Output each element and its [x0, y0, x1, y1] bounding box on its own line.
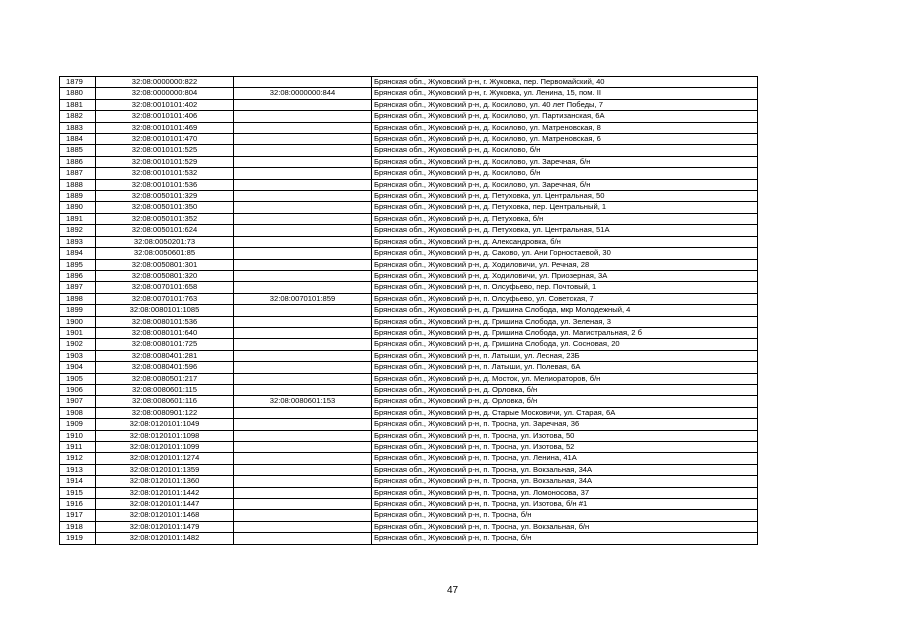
related-cadastral-number-cell: 32:08:0000000:844 — [234, 88, 372, 99]
address-cell: Брянская обл., Жуковский р-н, п. Олсуфьево, пер. Почтовый, 1 — [372, 282, 758, 293]
table-row — [60, 191, 758, 202]
related-cadastral-number-cell — [234, 362, 372, 373]
table-row — [60, 88, 758, 99]
cadastral-number-cell: 32:08:0070101:658 — [96, 282, 234, 293]
row-number-cell: 1910 — [60, 430, 96, 441]
table-row — [60, 373, 758, 384]
related-cadastral-number-cell — [234, 179, 372, 190]
table-row — [60, 453, 758, 464]
related-cadastral-number-cell — [234, 499, 372, 510]
cadastral-number-cell: 32:08:0080401:596 — [96, 362, 234, 373]
related-cadastral-number-cell — [234, 111, 372, 122]
table-row — [60, 236, 758, 247]
related-cadastral-number-cell — [234, 487, 372, 498]
related-cadastral-number-cell — [234, 236, 372, 247]
related-cadastral-number-cell — [234, 533, 372, 544]
cadastral-number-cell: 32:08:0080601:115 — [96, 384, 234, 395]
row-number-cell: 1883 — [60, 122, 96, 133]
row-number-cell: 1890 — [60, 202, 96, 213]
cadastral-number-cell: 32:08:0120101:1274 — [96, 453, 234, 464]
cadastral-number-cell: 32:08:0050101:352 — [96, 213, 234, 224]
address-cell: Брянская обл., Жуковский р-н, д. Орловка, б/н — [372, 384, 758, 395]
related-cadastral-number-cell — [234, 510, 372, 521]
table-row — [60, 156, 758, 167]
address-cell: Брянская обл., Жуковский р-н, д. Александровка, б/н — [372, 236, 758, 247]
table-row — [60, 259, 758, 270]
address-cell: Брянская обл., Жуковский р-н, д. Косилово, ул. Партизанская, 6А — [372, 111, 758, 122]
related-cadastral-number-cell — [234, 327, 372, 338]
cadastral-number-cell: 32:08:0080501:217 — [96, 373, 234, 384]
related-cadastral-number-cell — [234, 384, 372, 395]
row-number-cell: 1885 — [60, 145, 96, 156]
address-cell: Брянская обл., Жуковский р-н, п. Тросна, ул. Изотова, 52 — [372, 442, 758, 453]
table-row — [60, 293, 758, 304]
related-cadastral-number-cell — [234, 339, 372, 350]
table-row — [60, 396, 758, 407]
related-cadastral-number-cell — [234, 99, 372, 110]
cadastral-number-cell: 32:08:0050101:624 — [96, 225, 234, 236]
cadastral-number-cell: 32:08:0120101:1482 — [96, 533, 234, 544]
row-number-cell: 1907 — [60, 396, 96, 407]
table-row — [60, 111, 758, 122]
related-cadastral-number-cell — [234, 453, 372, 464]
related-cadastral-number-cell — [234, 122, 372, 133]
table-row — [60, 305, 758, 316]
related-cadastral-number-cell — [234, 168, 372, 179]
row-number-cell: 1895 — [60, 259, 96, 270]
row-number-cell: 1914 — [60, 476, 96, 487]
related-cadastral-number-cell — [234, 305, 372, 316]
address-cell: Брянская обл., Жуковский р-н, д. Гришина Слобода, ул. Магистральная, 2 б — [372, 327, 758, 338]
registry-table — [59, 76, 758, 545]
cadastral-number-cell: 32:08:0080601:116 — [96, 396, 234, 407]
related-cadastral-number-cell — [234, 407, 372, 418]
address-cell: Брянская обл., Жуковский р-н, д. Косилово, ул. 40 лет Победы, 7 — [372, 99, 758, 110]
table-row — [60, 282, 758, 293]
cadastral-number-cell: 32:08:0010101:469 — [96, 122, 234, 133]
related-cadastral-number-cell — [234, 225, 372, 236]
address-cell: Брянская обл., Жуковский р-н, д. Косилово, ул. Матреновская, 6 — [372, 134, 758, 145]
address-cell: Брянская обл., Жуковский р-н, д. Старые Московичи, ул. Старая, 6А — [372, 407, 758, 418]
cadastral-number-cell: 32:08:0010101:406 — [96, 111, 234, 122]
related-cadastral-number-cell — [234, 145, 372, 156]
related-cadastral-number-cell — [234, 476, 372, 487]
row-number-cell: 1880 — [60, 88, 96, 99]
table-row — [60, 419, 758, 430]
address-cell: Брянская обл., Жуковский р-н, д. Косилово, ул. Заречная, б/н — [372, 156, 758, 167]
cadastral-number-cell: 32:08:0050201:73 — [96, 236, 234, 247]
row-number-cell: 1899 — [60, 305, 96, 316]
table-row — [60, 464, 758, 475]
address-cell: Брянская обл., Жуковский р-н, п. Тросна, ул. Заречная, 36 — [372, 419, 758, 430]
cadastral-number-cell: 32:08:0080901:122 — [96, 407, 234, 418]
address-cell: Брянская обл., Жуковский р-н, п. Тросна, ул. Вокзальная, 34А — [372, 464, 758, 475]
row-number-cell: 1884 — [60, 134, 96, 145]
cadastral-number-cell: 32:08:0010101:402 — [96, 99, 234, 110]
table-row — [60, 533, 758, 544]
row-number-cell: 1919 — [60, 533, 96, 544]
cadastral-number-cell: 32:08:0070101:763 — [96, 293, 234, 304]
table-row — [60, 442, 758, 453]
related-cadastral-number-cell: 32:08:0070101:859 — [234, 293, 372, 304]
row-number-cell: 1913 — [60, 464, 96, 475]
row-number-cell: 1887 — [60, 168, 96, 179]
row-number-cell: 1892 — [60, 225, 96, 236]
address-cell: Брянская обл., Жуковский р-н, д. Косилово, ул. Матреновская, 8 — [372, 122, 758, 133]
cadastral-number-cell: 32:08:0080101:536 — [96, 316, 234, 327]
address-cell: Брянская обл., Жуковский р-н, д. Косилово, б/н — [372, 168, 758, 179]
table-row — [60, 270, 758, 281]
table-row — [60, 384, 758, 395]
table-row — [60, 407, 758, 418]
row-number-cell: 1902 — [60, 339, 96, 350]
address-cell: Брянская обл., Жуковский р-н, д. Ходиловичи, ул. Речная, 28 — [372, 259, 758, 270]
related-cadastral-number-cell — [234, 270, 372, 281]
table-row — [60, 122, 758, 133]
address-cell: Брянская обл., Жуковский р-н, п. Тросна, б/н — [372, 510, 758, 521]
row-number-cell: 1901 — [60, 327, 96, 338]
table-row — [60, 248, 758, 259]
related-cadastral-number-cell — [234, 316, 372, 327]
table-row — [60, 510, 758, 521]
table-row — [60, 362, 758, 373]
cadastral-number-cell: 32:08:0050101:350 — [96, 202, 234, 213]
table-row — [60, 179, 758, 190]
row-number-cell: 1905 — [60, 373, 96, 384]
address-cell: Брянская обл., Жуковский р-н, п. Латыши, ул. Полевая, 6А — [372, 362, 758, 373]
row-number-cell: 1898 — [60, 293, 96, 304]
address-cell: Брянская обл., Жуковский р-н, п. Тросна, ул. Изотова, 50 — [372, 430, 758, 441]
related-cadastral-number-cell — [234, 442, 372, 453]
table-row — [60, 521, 758, 532]
address-cell: Брянская обл., Жуковский р-н, д. Петуховка, пер. Центральный, 1 — [372, 202, 758, 213]
table-row — [60, 487, 758, 498]
table-row — [60, 202, 758, 213]
address-cell: Брянская обл., Жуковский р-н, д. Мосток, ул. Мелиораторов, б/н — [372, 373, 758, 384]
row-number-cell: 1906 — [60, 384, 96, 395]
table-row — [60, 134, 758, 145]
address-cell: Брянская обл., Жуковский р-н, д. Ходиловичи, ул. Приозерная, 3А — [372, 270, 758, 281]
address-cell: Брянская обл., Жуковский р-н, п. Тросна, б/н — [372, 533, 758, 544]
row-number-cell: 1917 — [60, 510, 96, 521]
address-cell: Брянская обл., Жуковский р-н, п. Латыши, ул. Лесная, 23Б — [372, 350, 758, 361]
cadastral-number-cell: 32:08:0050601:85 — [96, 248, 234, 259]
address-cell: Брянская обл., Жуковский р-н, г. Жуковка, ул. Ленина, 15, пом. II — [372, 88, 758, 99]
row-number-cell: 1896 — [60, 270, 96, 281]
related-cadastral-number-cell: 32:08:0080601:153 — [234, 396, 372, 407]
address-cell: Брянская обл., Жуковский р-н, д. Гришина Слобода, ул. Сосновая, 20 — [372, 339, 758, 350]
related-cadastral-number-cell — [234, 282, 372, 293]
cadastral-number-cell: 32:08:0120101:1479 — [96, 521, 234, 532]
related-cadastral-number-cell — [234, 464, 372, 475]
cadastral-number-cell: 32:08:0010101:525 — [96, 145, 234, 156]
address-cell: Брянская обл., Жуковский р-н, д. Саково, ул. Ани Горностаевой, 30 — [372, 248, 758, 259]
cadastral-number-cell: 32:08:0080101:640 — [96, 327, 234, 338]
table-row — [60, 476, 758, 487]
address-cell: Брянская обл., Жуковский р-н, д. Петуховка, б/н — [372, 213, 758, 224]
cadastral-number-cell: 32:08:0050801:301 — [96, 259, 234, 270]
table-row — [60, 339, 758, 350]
cadastral-number-cell: 32:08:0120101:1360 — [96, 476, 234, 487]
cadastral-number-cell: 32:08:0120101:1099 — [96, 442, 234, 453]
row-number-cell: 1908 — [60, 407, 96, 418]
row-number-cell: 1879 — [60, 77, 96, 88]
address-cell: Брянская обл., Жуковский р-н, г. Жуковка, пер. Первомайский, 40 — [372, 77, 758, 88]
table-row — [60, 327, 758, 338]
address-cell: Брянская обл., Жуковский р-н, п. Олсуфьево, ул. Советская, 7 — [372, 293, 758, 304]
row-number-cell: 1891 — [60, 213, 96, 224]
cadastral-number-cell: 32:08:0080401:281 — [96, 350, 234, 361]
address-cell: Брянская обл., Жуковский р-н, д. Орловка, б/н — [372, 396, 758, 407]
address-cell: Брянская обл., Жуковский р-н, п. Тросна, ул. Ломоносова, 37 — [372, 487, 758, 498]
cadastral-number-cell: 32:08:0010101:470 — [96, 134, 234, 145]
row-number-cell: 1912 — [60, 453, 96, 464]
row-number-cell: 1893 — [60, 236, 96, 247]
row-number-cell: 1889 — [60, 191, 96, 202]
table-row — [60, 213, 758, 224]
address-cell: Брянская обл., Жуковский р-н, д. Косилово, ул. Заречная, б/н — [372, 179, 758, 190]
related-cadastral-number-cell — [234, 77, 372, 88]
address-cell: Брянская обл., Жуковский р-н, д. Петуховка, ул. Центральная, 51А — [372, 225, 758, 236]
cadastral-number-cell: 32:08:0120101:1098 — [96, 430, 234, 441]
related-cadastral-number-cell — [234, 202, 372, 213]
page-number: 47 — [446, 585, 459, 596]
address-cell: Брянская обл., Жуковский р-н, п. Тросна, ул. Вокзальная, 34А — [372, 476, 758, 487]
row-number-cell: 1916 — [60, 499, 96, 510]
table-row — [60, 430, 758, 441]
row-number-cell: 1886 — [60, 156, 96, 167]
registry-table-body — [60, 77, 758, 545]
related-cadastral-number-cell — [234, 430, 372, 441]
row-number-cell: 1894 — [60, 248, 96, 259]
address-cell: Брянская обл., Жуковский р-н, д. Косилово, б/н — [372, 145, 758, 156]
table-row — [60, 225, 758, 236]
cadastral-number-cell: 32:08:0010101:529 — [96, 156, 234, 167]
row-number-cell: 1904 — [60, 362, 96, 373]
cadastral-number-cell: 32:08:0080101:725 — [96, 339, 234, 350]
cadastral-number-cell: 32:08:0120101:1442 — [96, 487, 234, 498]
cadastral-number-cell: 32:08:0120101:1468 — [96, 510, 234, 521]
row-number-cell: 1888 — [60, 179, 96, 190]
row-number-cell: 1918 — [60, 521, 96, 532]
related-cadastral-number-cell — [234, 191, 372, 202]
related-cadastral-number-cell — [234, 373, 372, 384]
related-cadastral-number-cell — [234, 419, 372, 430]
table-row — [60, 99, 758, 110]
cadastral-number-cell: 32:08:0120101:1359 — [96, 464, 234, 475]
cadastral-number-cell: 32:08:0010101:532 — [96, 168, 234, 179]
address-cell: Брянская обл., Жуковский р-н, п. Тросна, ул. Изотова, б/н #1 — [372, 499, 758, 510]
cadastral-number-cell: 32:08:0000000:822 — [96, 77, 234, 88]
row-number-cell: 1881 — [60, 99, 96, 110]
cadastral-number-cell: 32:08:0050101:329 — [96, 191, 234, 202]
row-number-cell: 1900 — [60, 316, 96, 327]
address-cell: Брянская обл., Жуковский р-н, п. Тросна, ул. Вокзальная, б/н — [372, 521, 758, 532]
related-cadastral-number-cell — [234, 156, 372, 167]
cadastral-number-cell: 32:08:0000000:804 — [96, 88, 234, 99]
table-row — [60, 499, 758, 510]
cadastral-number-cell: 32:08:0120101:1049 — [96, 419, 234, 430]
address-cell: Брянская обл., Жуковский р-н, д. Гришина Слобода, ул. Зеленая, 3 — [372, 316, 758, 327]
cadastral-number-cell: 32:08:0050801:320 — [96, 270, 234, 281]
related-cadastral-number-cell — [234, 350, 372, 361]
cadastral-number-cell: 32:08:0010101:536 — [96, 179, 234, 190]
cadastral-number-cell: 32:08:0120101:1447 — [96, 499, 234, 510]
row-number-cell: 1882 — [60, 111, 96, 122]
row-number-cell: 1915 — [60, 487, 96, 498]
table-row — [60, 145, 758, 156]
address-cell: Брянская обл., Жуковский р-н, д. Петуховка, ул. Центральная, 50 — [372, 191, 758, 202]
related-cadastral-number-cell — [234, 521, 372, 532]
cadastral-number-cell: 32:08:0080101:1085 — [96, 305, 234, 316]
row-number-cell: 1909 — [60, 419, 96, 430]
row-number-cell: 1911 — [60, 442, 96, 453]
row-number-cell: 1903 — [60, 350, 96, 361]
row-number-cell: 1897 — [60, 282, 96, 293]
related-cadastral-number-cell — [234, 259, 372, 270]
table-row — [60, 77, 758, 88]
address-cell: Брянская обл., Жуковский р-н, д. Гришина Слобода, мкр Молодежный, 4 — [372, 305, 758, 316]
table-row — [60, 316, 758, 327]
table-row — [60, 168, 758, 179]
table-row — [60, 350, 758, 361]
related-cadastral-number-cell — [234, 248, 372, 259]
address-cell: Брянская обл., Жуковский р-н, п. Тросна, ул. Ленина, 41А — [372, 453, 758, 464]
related-cadastral-number-cell — [234, 213, 372, 224]
related-cadastral-number-cell — [234, 134, 372, 145]
